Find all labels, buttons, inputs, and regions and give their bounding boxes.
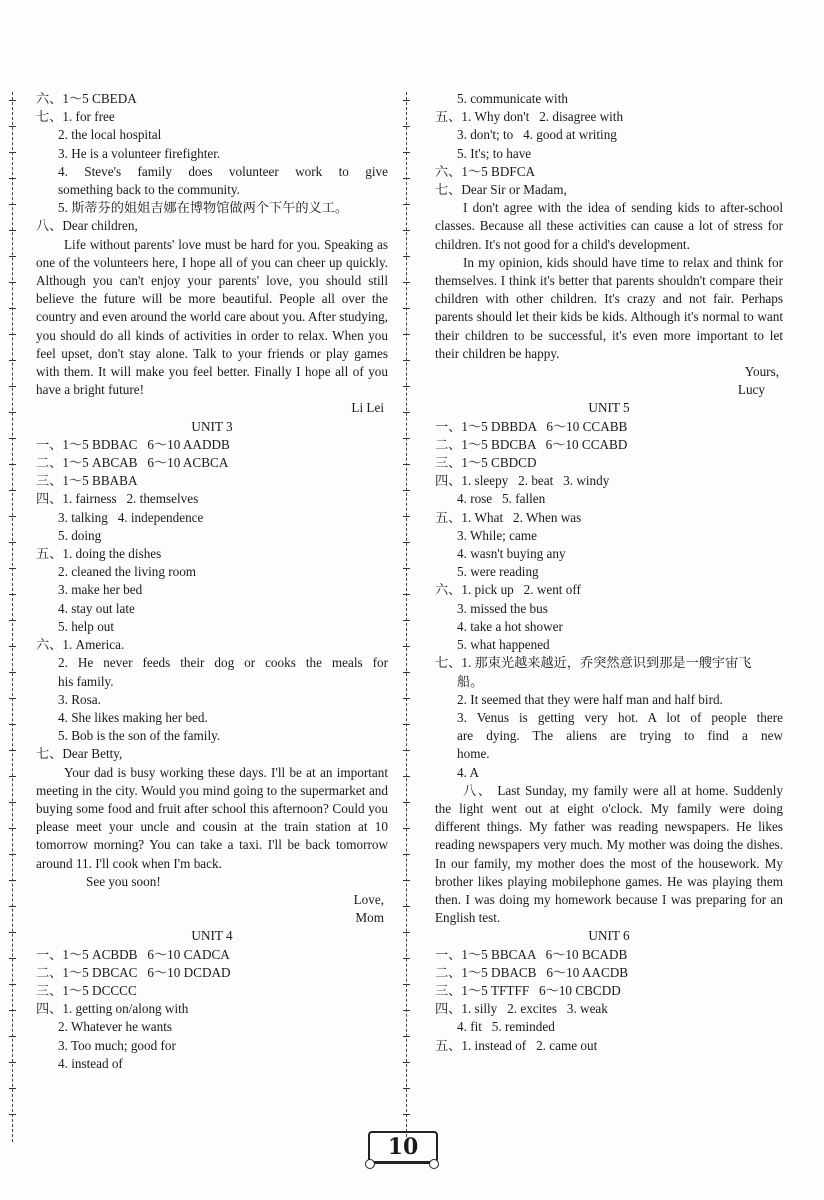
left-column-line: See you soon! (86, 873, 161, 889)
left-column-line: Love, (353, 891, 384, 907)
right-column-line: 七、1. 那束光越来越近，乔突然意识到那是一艘宇宙飞 (435, 655, 752, 671)
left-column-line: 六、1. America. (36, 637, 125, 653)
cut-line-tick (403, 620, 410, 621)
left-column-line: something back to the community. (58, 182, 240, 198)
right-column-line: 4. A (457, 764, 479, 780)
cut-line-tick (403, 646, 410, 647)
cut-line-tick (9, 698, 16, 699)
right-column-line: 三、1～5 TFTFF 6～10 CBCDD (435, 982, 621, 998)
cut-line-tick (403, 360, 410, 361)
cut-line-tick (403, 854, 410, 855)
left-column-line: UNIT 3 (191, 418, 233, 434)
cut-line-tick (403, 698, 410, 699)
right-column-line: 六、1. pick up 2. went off (435, 582, 581, 598)
right-column-line: 二、1～5 BDCBA 6～10 CCABD (435, 436, 628, 452)
left-column-line: 2. the local hospital (58, 127, 162, 143)
right-column-line: 船。 (457, 673, 484, 689)
left-column-line: 四、1. getting on/along with (36, 1001, 189, 1017)
cut-line-tick (9, 438, 16, 439)
cut-line-tick (9, 594, 16, 595)
cut-line-tick (9, 308, 16, 309)
left-column-line: 4. instead of (58, 1055, 123, 1071)
left-column-line: 2. cleaned the living room (58, 564, 197, 580)
cut-line-tick (9, 334, 16, 335)
cut-line-tick (9, 100, 16, 101)
cut-line-tick (9, 620, 16, 621)
right-column-line: UNIT 6 (588, 928, 630, 944)
right-column-line: 一、1～5 BBCAA 6～10 BCADB (435, 946, 628, 962)
page-number: 10 (368, 1131, 438, 1163)
right-column-line: 5. communicate with (457, 91, 568, 106)
cut-line-tick (403, 178, 410, 179)
right-column-line: 4. rose 5. fallen (457, 491, 546, 507)
cut-line-tick (9, 516, 16, 517)
right-column-line: In my opinion, kids should have time to relax and think for themselves. I think it's better that parents shouldn't compare their children with other children. It's crazy and not fair. Perhaps parents should let their kids be kids. Although it's normal to want their children to be successful, it's even more important to let their children be happy. (435, 254, 783, 361)
left-column-line: Your dad is busy working these days. I'll be at an important meeting in the city. Would you mind going to the supermarket and buying some food and fruit after school this afternoon? Could you please meet your uncle and cousin at the train station at 10 tomorrow morning? You can take a taxi. I'll be back tomorrow around 11. I'll cook when I'm back. (36, 764, 388, 871)
left-column-line: 5. Bob is the son of the family. (58, 728, 221, 744)
right-column-line: 3. don't; to 4. good at writing (457, 127, 617, 143)
cut-line-tick (403, 126, 410, 127)
right-column-line: 5. were reading (457, 564, 539, 580)
cut-line-tick (9, 880, 16, 881)
cut-line-tick (9, 750, 16, 751)
right-column-line: home. (457, 746, 490, 762)
left-column-line: 2. He never feeds their dog or cooks the meals for (58, 655, 388, 671)
right-column-line: 八、 Last Sunday, my family were all at home. Suddenly the light went out at eight o'clock. My family were doing different things. My father was reading newspapers. He likes reading newspapers very much. My mother was doing the dishes. In our family, my mother does the most of the housework. My brother likes playing mobilephone games. He was playing them then. I was doing my homework because I was preparing for an English test. (435, 782, 783, 926)
right-column-line: 三、1～5 CBDCD (435, 455, 537, 471)
left-column-line: 4. stay out late (58, 600, 135, 616)
right-column-line: 四、1. sleepy 2. beat 3. windy (435, 473, 610, 489)
right-column-line: 3. missed the bus (457, 600, 548, 616)
cut-line-tick (403, 412, 410, 413)
cut-line-tick (9, 828, 16, 829)
cut-line-tick (403, 906, 410, 907)
cut-line-tick (403, 308, 410, 309)
right-column-line: 二、1～5 DBACB 6～10 AACDB (435, 964, 629, 980)
cut-line-tick (403, 828, 410, 829)
cut-line-tick (9, 906, 16, 907)
cut-line-tick (403, 100, 410, 101)
left-column-line: 3. He is a volunteer firefighter. (58, 145, 221, 161)
right-column (435, 90, 783, 1055)
left-column-line: 4. She likes making her bed. (58, 709, 208, 725)
cut-line-tick (9, 464, 16, 465)
right-column-line: I don't agree with the idea of sending kids to after-school classes. Because all these activities can cause a lot of stress for children. It's not good for a child's development. (435, 200, 783, 252)
cut-line-tick (9, 984, 16, 985)
left-column-line: 一、1～5 ACBDB 6～10 CADCA (36, 946, 230, 962)
page-number-right-dot (429, 1159, 439, 1169)
cut-line-tick (403, 984, 410, 985)
cut-line-tick (9, 256, 16, 257)
page-number-underline (372, 1163, 430, 1164)
cut-line-tick (9, 672, 16, 673)
cut-line-tick (403, 750, 410, 751)
cut-line-tick (9, 1114, 16, 1115)
cut-line-tick (403, 386, 410, 387)
cut-line-tick (403, 1088, 410, 1089)
left-column-line: his family. (58, 673, 114, 689)
left-column-line: Li Lei (351, 400, 384, 416)
right-column-line: 五、1. instead of 2. came out (435, 1037, 598, 1053)
cut-line-tick (9, 178, 16, 179)
cut-line-tick (9, 958, 16, 959)
cut-line-tick (403, 880, 410, 881)
cut-line-tick (9, 386, 16, 387)
cut-line-tick (403, 568, 410, 569)
left-column-line: Life without parents' love must be hard for you. Speaking as one of the volunteers here, I hope all of you can cheer up quickly. Although you can't enjoy your parents' love, you should still believe the future will be more beautiful. People all over the country and even around the world care about you. After studying, you should do all kinds of activities in order to relax. When you feel upset, don't stay alone. Talk to your friends or play games with them. It will make you feel better. Finally I hope all of you have a bright future! (36, 236, 388, 398)
left-column-line: 3. Too much; good for (58, 1037, 176, 1053)
cut-line-tick (403, 230, 410, 231)
cut-line-tick (9, 932, 16, 933)
right-column-line: UNIT 5 (588, 400, 630, 416)
cut-line-tick (9, 568, 16, 569)
left-column-line: 二、1～5 ABCAB 6～10 ACBCA (36, 455, 229, 471)
right-column-line: are dying. The aliens are trying to find a new (457, 728, 783, 744)
cut-line-tick (403, 1062, 410, 1063)
cut-line-tick (9, 282, 16, 283)
cut-line-tick (9, 204, 16, 205)
left-column-line: UNIT 4 (191, 928, 233, 944)
cut-line-tick (403, 672, 410, 673)
cut-line-tick (9, 152, 16, 153)
right-column-line: 3. Venus is getting very hot. A lot of people there (457, 709, 783, 725)
cut-line-tick (403, 490, 410, 491)
right-column-line: 五、1. What 2. When was (435, 509, 582, 525)
left-column-line: 六、1～5 CBEDA (36, 91, 137, 106)
cut-line-tick (9, 412, 16, 413)
cut-line-tick (403, 932, 410, 933)
cut-line-tick (9, 776, 16, 777)
right-column-line: Lucy (737, 382, 765, 398)
right-column-line: 七、Dear Sir or Madam, (435, 182, 567, 198)
cut-line-tick (403, 334, 410, 335)
cut-line-tick (403, 282, 410, 283)
left-column-line: 2. Whatever he wants (58, 1019, 173, 1035)
cut-line-tick (9, 646, 16, 647)
right-column-line: 六、1～5 BDFCA (435, 163, 536, 179)
right-column-line: 一、1～5 DBBDA 6～10 CCABB (435, 418, 628, 434)
left-column-line: 5. 斯蒂芬的姐姐吉娜在博物馆做两个下午的义工。 (58, 200, 349, 216)
cut-line-tick (403, 256, 410, 257)
cut-line-tick (9, 126, 16, 127)
cut-line-tick (403, 776, 410, 777)
right-column-line: 五、1. Why don't 2. disagree with (435, 109, 624, 125)
cut-line-tick (403, 1036, 410, 1037)
right-column-line: 四、1. silly 2. excites 3. weak (435, 1001, 608, 1017)
cut-line-tick (403, 958, 410, 959)
left-column-line: Mom (355, 910, 384, 926)
left-column-line: 3. Rosa. (58, 691, 101, 707)
cut-line-tick (403, 802, 410, 803)
cut-line-tick (9, 1088, 16, 1089)
right-column-line: 3. While; came (457, 527, 537, 543)
right-column-line: Yours, (744, 364, 779, 380)
cut-line-tick (9, 1062, 16, 1063)
cut-line-tick (9, 360, 16, 361)
left-column-line: 八、Dear children, (36, 218, 138, 234)
right-column-line: 2. It seemed that they were half man and half bird. (457, 691, 723, 707)
cut-line-tick (9, 802, 16, 803)
left-column-line: 3. make her bed (58, 582, 143, 598)
cut-line-tick (403, 464, 410, 465)
left-column-line: 二、1～5 DBCAC 6～10 DCDAD (36, 964, 231, 980)
cut-line-tick (9, 724, 16, 725)
cut-line-tick (403, 1010, 410, 1011)
cut-line-tick (9, 854, 16, 855)
cut-line-tick (403, 152, 410, 153)
left-column-line: 五、1. doing the dishes (36, 546, 162, 562)
cut-line-tick (403, 438, 410, 439)
left-column-line: 3. talking 4. independence (58, 509, 204, 525)
cut-line-tick (9, 1010, 16, 1011)
right-column-line: 5. what happened (457, 637, 550, 653)
left-column-line: 5. help out (58, 618, 115, 634)
cut-line-tick (9, 542, 16, 543)
cut-line-tick (9, 1036, 16, 1037)
left-column-line: 三、1～5 BBABA (36, 473, 138, 489)
left-column-line: 三、1～5 DCCCC (36, 982, 137, 998)
cut-line-tick (9, 230, 16, 231)
cut-line-tick (403, 724, 410, 725)
left-column-line: 4. Steve's family does volunteer work to give (58, 163, 388, 179)
left-column-line: 一、1～5 BDBAC 6～10 AADDB (36, 436, 230, 452)
cut-line-tick (403, 204, 410, 205)
left-column (36, 90, 388, 1073)
cut-line-tick (403, 1114, 410, 1115)
cut-line-tick (403, 516, 410, 517)
cut-line-tick (403, 542, 410, 543)
right-column-line: 4. wasn't buying any (457, 546, 566, 562)
left-column-line: 四、1. fairness 2. themselves (36, 491, 199, 507)
cut-line-tick (9, 490, 16, 491)
page-number-left-dot (365, 1159, 375, 1169)
right-column-line: 5. It's; to have (457, 145, 532, 161)
left-column-line: 七、1. for free (36, 109, 115, 125)
left-column-line: 七、Dear Betty, (36, 746, 123, 762)
right-column-line: 4. take a hot shower (457, 618, 563, 634)
cut-line-tick (403, 594, 410, 595)
right-column-line: 4. fit 5. reminded (457, 1019, 555, 1035)
left-column-line: 5. doing (58, 527, 102, 543)
